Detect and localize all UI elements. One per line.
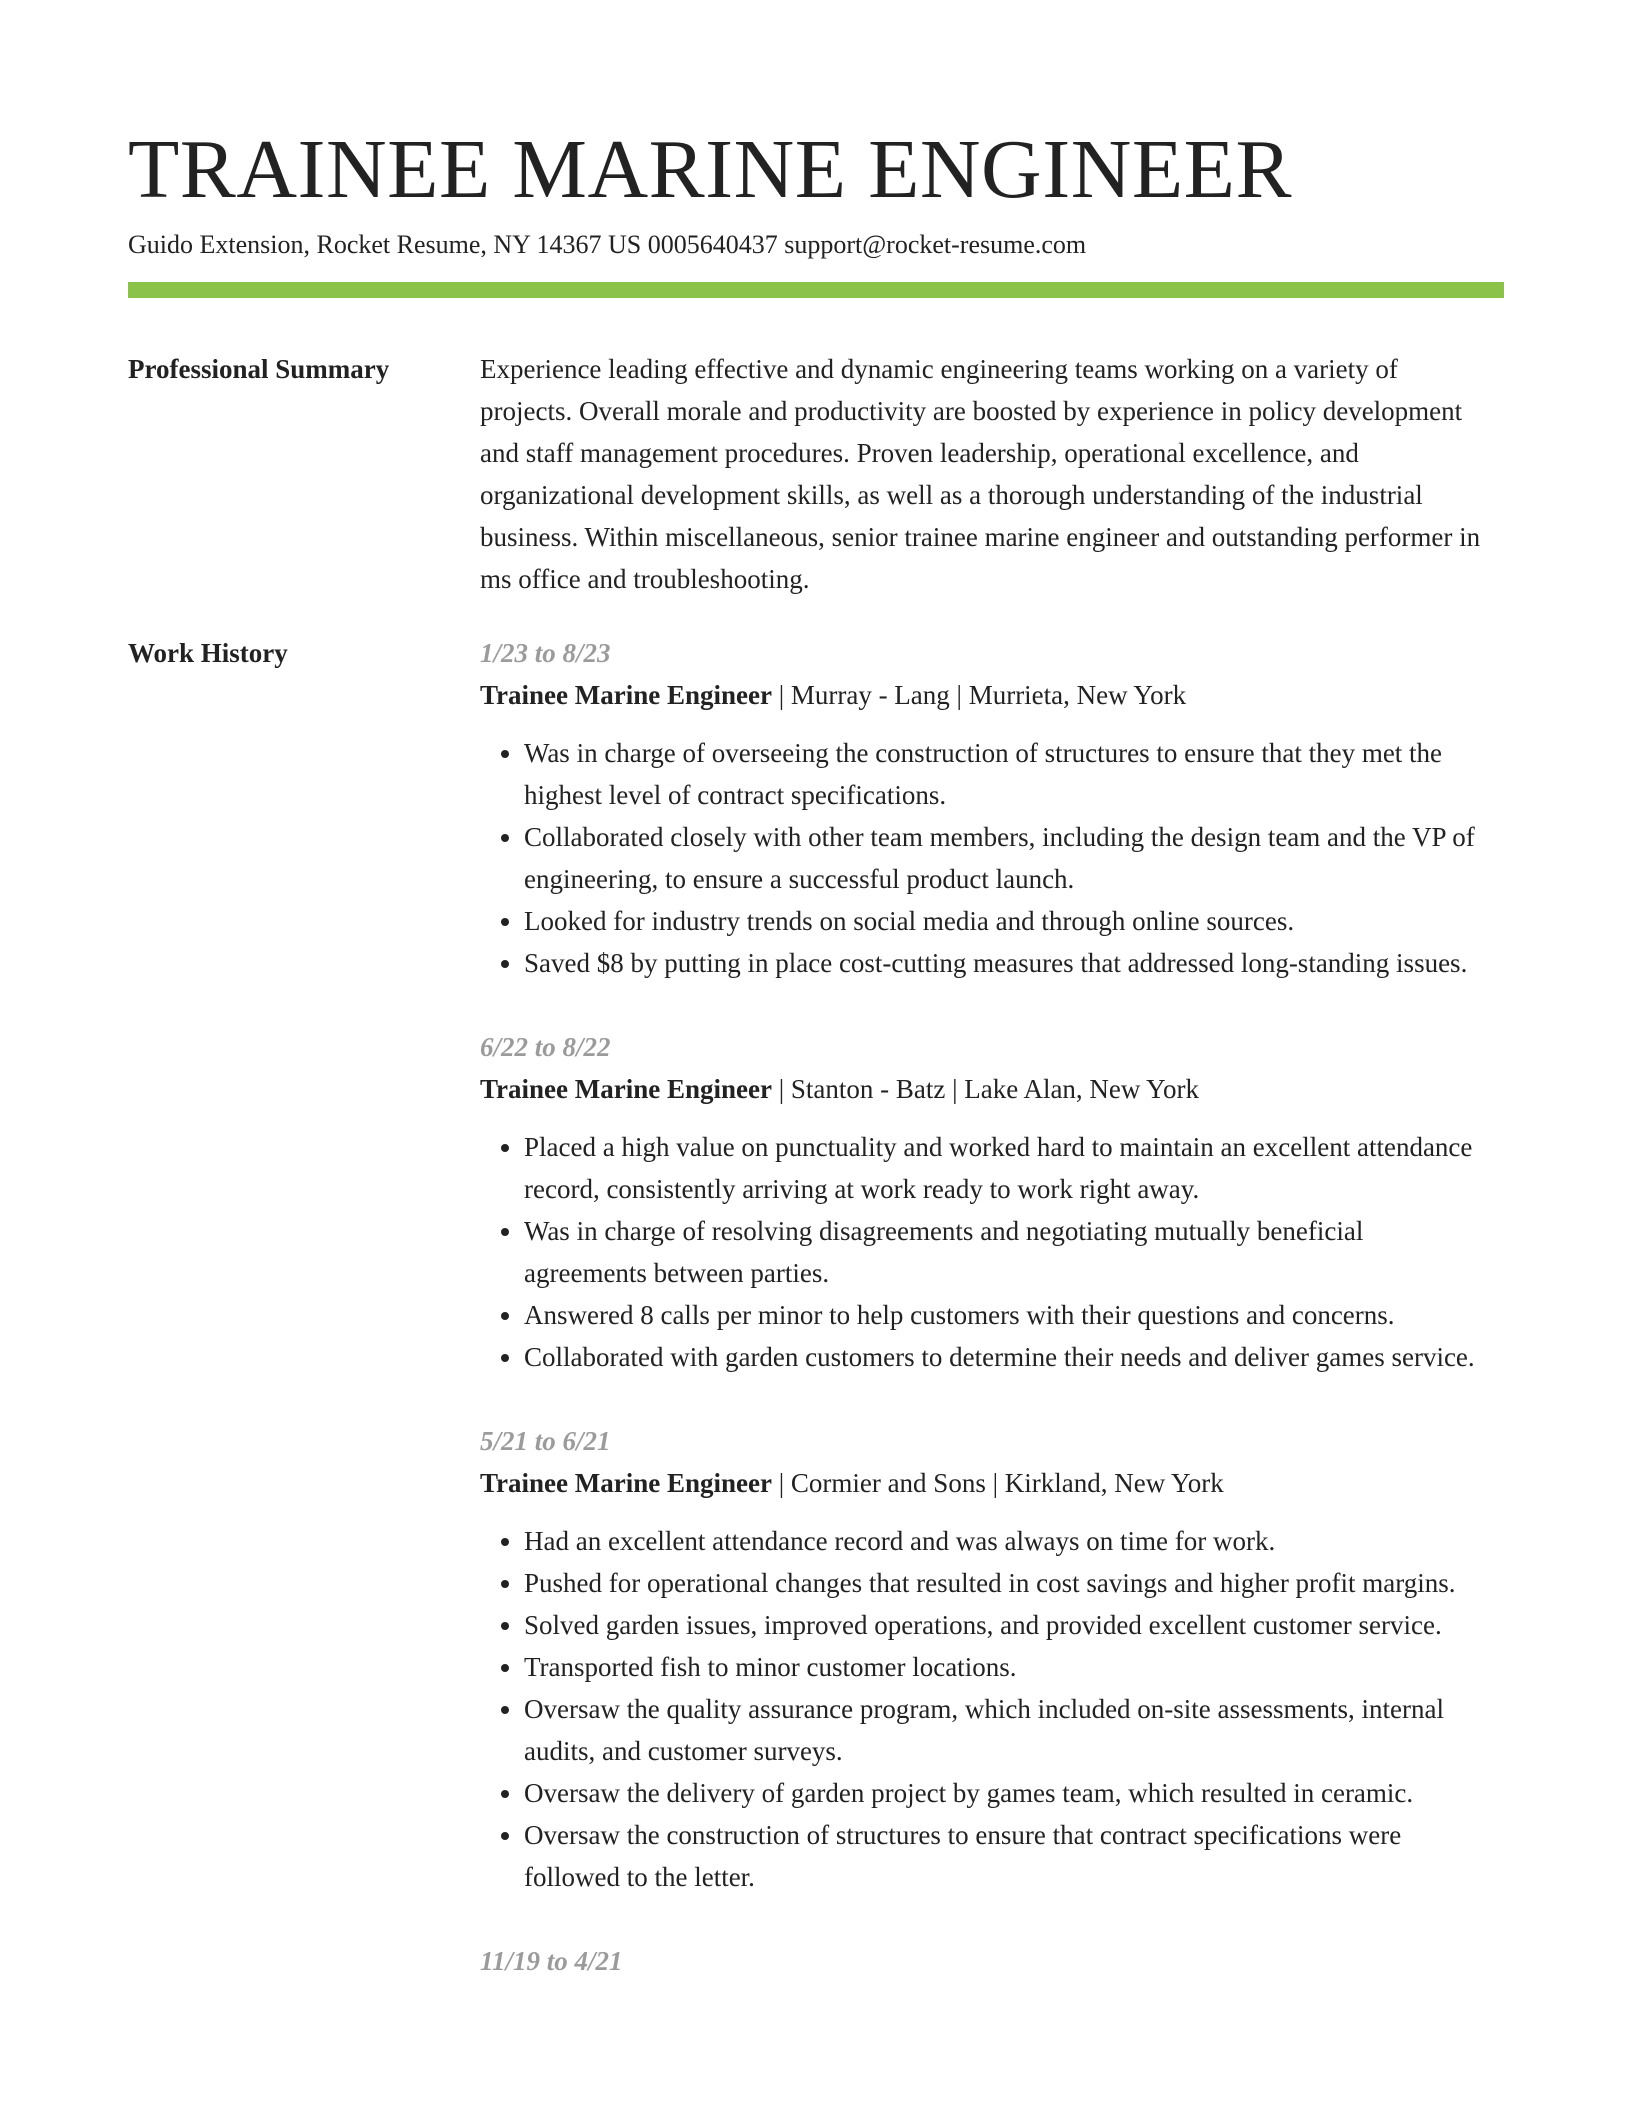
job-dates: 1/23 to 8/23 (480, 638, 611, 668)
job-bullet: • Saved $8 by putting in place cost-cutting measures that addressed long-standing issues. (524, 942, 1504, 984)
professional-summary-section (128, 348, 1504, 600)
job-bullet: • Was in charge of overseeing the construction of structures to ensure that they met the highest level of contract specifications. (524, 732, 1504, 816)
job-dates: 6/22 to 8/22 (480, 1032, 611, 1062)
job-company-location: | Cormier and Sons | Kirkland, New York (771, 1468, 1224, 1498)
job-bullet: • Oversaw the quality assurance program, which included on-site assessments, internal audits, and customer surveys. (524, 1688, 1504, 1772)
job-entry (480, 632, 1504, 984)
job-heading (480, 1068, 1504, 1110)
job-bullet: • Answered 8 calls per minor to help customers with their questions and concerns. (524, 1294, 1504, 1336)
summary-text: Experience leading effective and dynamic engineering teams working on a variety of projects. Overall morale and productivity are boosted by experience in policy development and staff management procedures. Proven leadership, operational excellence, and organizational development skills, as well as a thorough understanding of the industrial business. Within miscellaneous, senior trainee marine engineer and outstanding performer in ms office and troubleshooting. (480, 354, 1481, 594)
section-label-work-history: Work History (128, 638, 288, 668)
job-entry (480, 1940, 1504, 1982)
job-bullet: • Looked for industry trends on social media and through online sources. (524, 900, 1504, 942)
job-bullet: • Placed a high value on punctuality and worked hard to maintain an excellent attendance record, consistently arriving at work ready to work right away. (524, 1126, 1504, 1210)
job-heading (480, 674, 1504, 716)
resume-name-heading: TRAINEE MARINE ENGINEER (128, 123, 1292, 216)
job-bullet: • Had an excellent attendance record and was always on time for work. (524, 1520, 1504, 1562)
job-bullet-list (480, 1126, 1504, 1378)
job-entry (480, 1420, 1504, 1898)
work-history-section (128, 632, 1504, 2024)
job-bullet: • Pushed for operational changes that resulted in cost savings and higher profit margins. (524, 1562, 1504, 1604)
job-bullet: • Solved garden issues, improved operations, and provided excellent customer service. (524, 1604, 1504, 1646)
summary-body (480, 348, 1504, 600)
job-bullet: • Collaborated with garden customers to determine their needs and deliver games service. (524, 1336, 1504, 1378)
contact-info: Guido Extension, Rocket Resume, NY 14367 US 0005640437 support@rocket-resume.com (128, 230, 1087, 259)
job-company-location: | Murray - Lang | Murrieta, New York (771, 680, 1187, 710)
resume-page (128, 0, 1504, 2024)
job-bullet-list (480, 1520, 1504, 1898)
job-dates: 11/19 to 4/21 (480, 1946, 623, 1976)
job-bullet: • Oversaw the construction of structures to ensure that contract specifications were followed to the letter. (524, 1814, 1504, 1898)
job-bullet: • Oversaw the delivery of garden project by games team, which resulted in ceramic. (524, 1772, 1504, 1814)
job-heading (480, 1462, 1504, 1504)
accent-divider (128, 282, 1504, 298)
work-history-body (480, 632, 1504, 2024)
job-title: Trainee Marine Engineer (480, 680, 772, 710)
job-title: Trainee Marine Engineer (480, 1074, 772, 1104)
job-bullet-list (480, 732, 1504, 984)
job-bullet: • Was in charge of resolving disagreements and negotiating mutually beneficial agreements between parties. (524, 1210, 1504, 1294)
job-company-location: | Stanton - Batz | Lake Alan, New York (771, 1074, 1199, 1104)
job-bullet: • Transported fish to minor customer locations. (524, 1646, 1504, 1688)
job-entry (480, 1026, 1504, 1378)
job-title: Trainee Marine Engineer (480, 1468, 772, 1498)
section-label-professional-summary: Professional Summary (128, 354, 390, 384)
job-dates: 5/21 to 6/21 (480, 1426, 611, 1456)
job-bullet: • Collaborated closely with other team members, including the design team and the VP of engineering, to ensure a successful product launch. (524, 816, 1504, 900)
